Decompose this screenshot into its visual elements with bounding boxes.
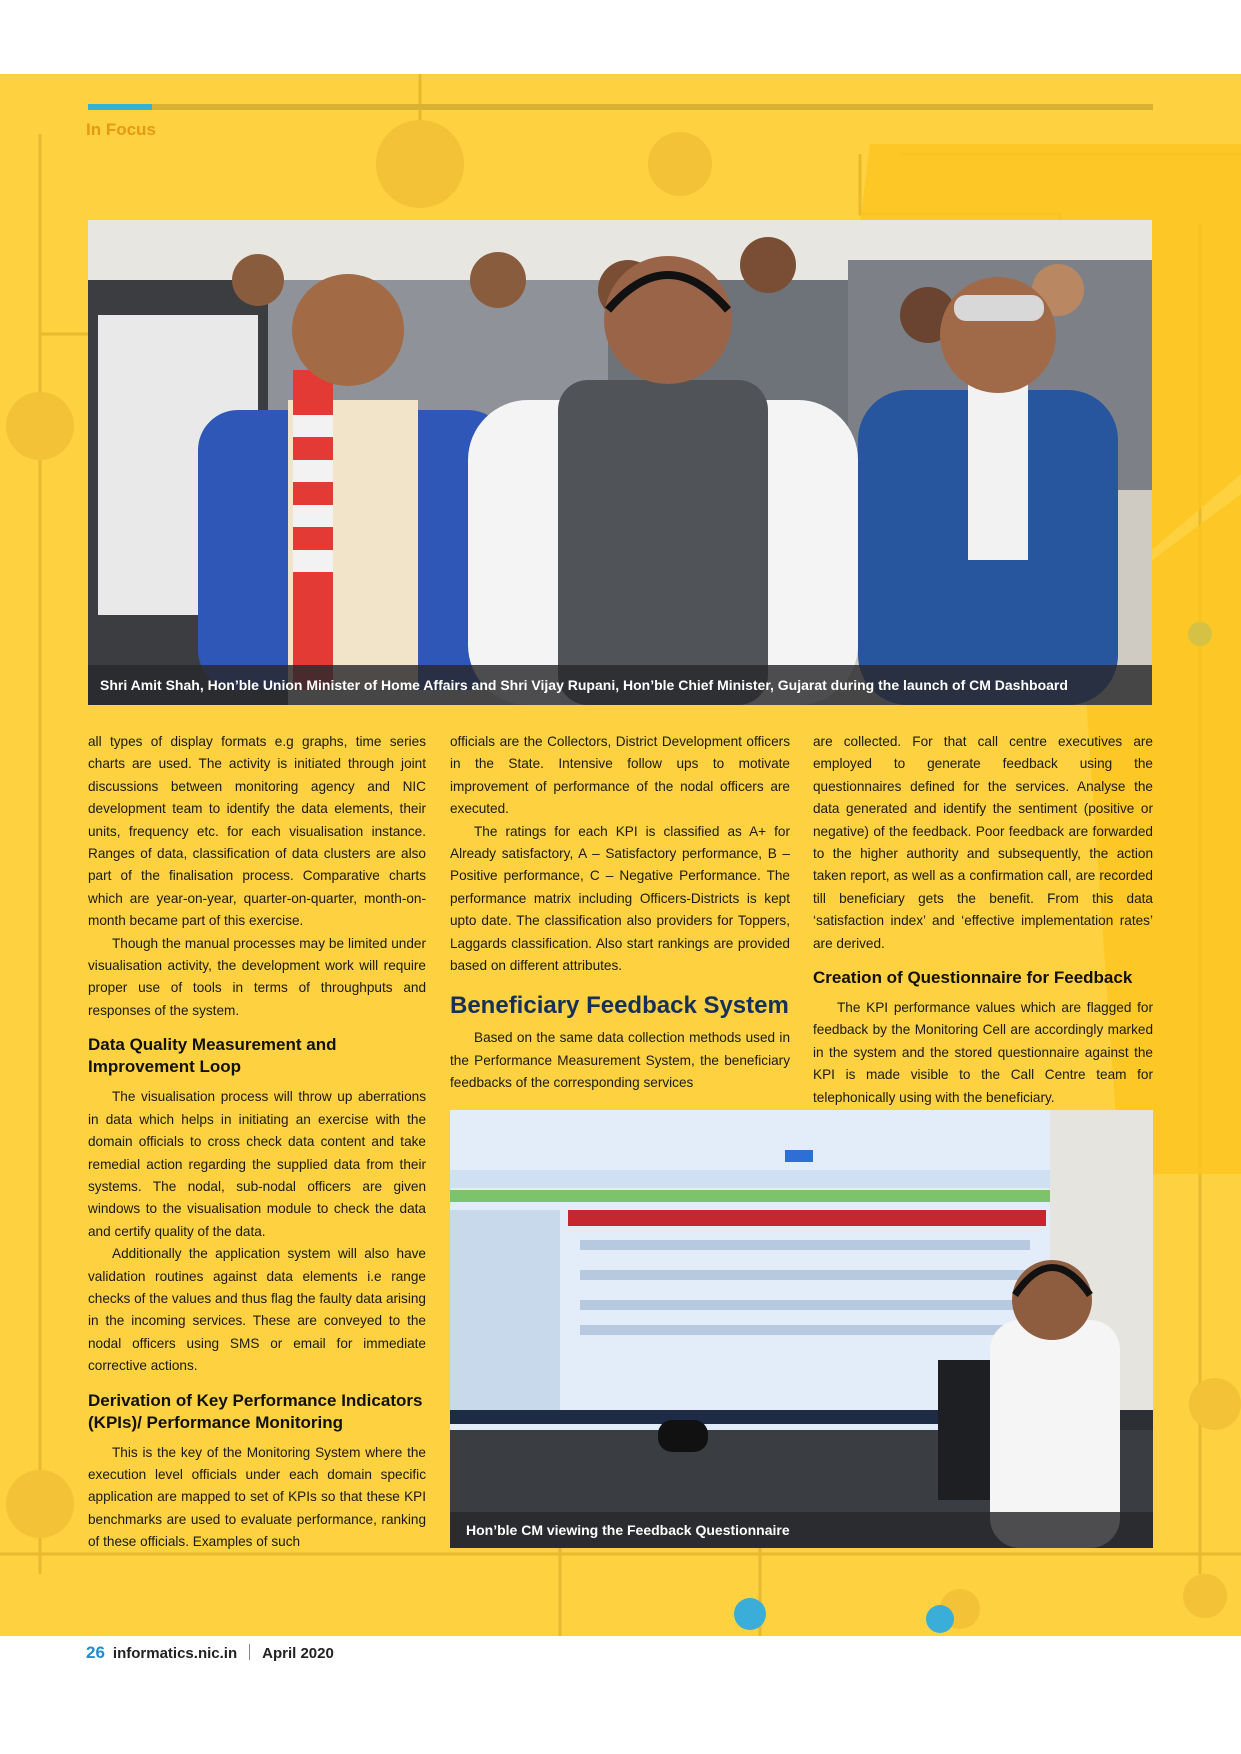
paragraph: Additionally the application system will also have validation routines against data elements i.e range checks of the values and thus flag the faulty data arising in the incoming services. These are conveyed to the nodal officers using SMS or email for immediate corrective actions. bbox=[88, 1246, 426, 1374]
paragraph: This is the key of the Monitoring System where the execution level officials under each domain specific application are mapped to set of KPIs so that these KPI benchmarks are used to evaluate performance, ranking of these officials. Examples of such bbox=[88, 1444, 426, 1550]
paragraph: are collected. For that call centre executives are employed to generate feedback using the questionnaires defined for the services. Analyse the data generated and identify the sentiment (positive or negative) of the feedback. Poor feedback are forwarded to the higher authority and subsequently, the action taken report, as well as a confirmation call, are recorded till beneficiary gets the benefit. From this data ‘satisfaction index’ and ‘effective implementation rates’ are derived. bbox=[813, 734, 1153, 951]
section-rule bbox=[88, 104, 1153, 110]
paragraph: The ratings for each KPI is classified as A+ for Already satisfactory, A – Satisfactory performance, B – Positive performance, C – Negative Performance. The performance matrix including Officers-Districts is kept upto date. The classification also providers for Toppers, Laggards classification. Also start rankings are provided based on different attributes. bbox=[450, 823, 790, 974]
footer-date: April 2020 bbox=[262, 1645, 334, 1662]
section-rule-accent bbox=[88, 104, 152, 110]
footer-site: informatics.nic.in bbox=[112, 1645, 238, 1662]
paragraph: officials are the Collectors, District Development officers in the State. Intensive follow ups to motivate improvement of performance of the nodal officers are executed. bbox=[450, 734, 790, 817]
paragraph: Though the manual processes may be limited under visualisation activity, the development work will require proper use of tools in terms of throughputs and responses of the system. bbox=[88, 935, 426, 1018]
launch-event-photo bbox=[88, 220, 1152, 705]
subheading-questionnaire: Creation of Questionnaire for Feedback bbox=[813, 968, 1133, 988]
launch-event-photo-illustration bbox=[88, 220, 1152, 705]
feedback-questionnaire-photo bbox=[450, 1110, 1153, 1548]
article-column-3 bbox=[813, 731, 1153, 1109]
photo-caption-bottom: Hon’ble CM viewing the Feedback Questionnaire bbox=[450, 1512, 1153, 1548]
page-number: 26 bbox=[86, 1643, 105, 1662]
article-column-1 bbox=[88, 731, 426, 1554]
paragraph: The visualisation process will throw up aberrations in data which helps in initiating an exercise with the domain officials to cross check data content and take remedial action regarding the supplied data from their systems. The nodal, sub-nodal officers are given windows to the visualisation module to check the data and certify quality of the data. bbox=[88, 1089, 426, 1239]
subheading-kpi: Derivation of Key Performance Indicators (KPIs)/ Performance Monitoring bbox=[88, 1390, 423, 1432]
paragraph: all types of display formats e.g graphs, time series charts are used. The activity is initiated through joint discussions between monitoring agency and NIC development team to identify the data elements, their units, frequency etc. for each visualisation instance. Ranges of data, classification of data clusters are also part of the finalisation process. Comparative charts which are year-on-year, quarter-on-quarter, month-on-month became part of this exercise. bbox=[88, 734, 426, 929]
paragraph: Based on the same data collection methods used in the Performance Measurement System, the beneficiary feedbacks of the corresponding services bbox=[450, 1030, 790, 1091]
section-label: In Focus bbox=[86, 120, 156, 139]
page-footer bbox=[86, 1643, 334, 1663]
heading-beneficiary-feedback: Beneficiary Feedback System bbox=[450, 992, 789, 1020]
photo-caption-top: Shri Amit Shah, Hon’ble Union Minister of Home Affairs and Shri Vijay Rupani, Hon’ble Chief Minister, Gujarat during the launch of CM Dashboard bbox=[88, 665, 1152, 705]
feedback-questionnaire-photo-illustration bbox=[450, 1110, 1153, 1548]
footer-divider bbox=[249, 1644, 250, 1660]
paragraph: The KPI performance values which are flagged for feedback by the Monitoring Cell are accordingly marked in the system and the stored questionnaire against the KPI is made visible to the Call Centre team for telephonically using with the beneficiary. bbox=[813, 1000, 1153, 1105]
subheading-data-quality: Data Quality Measurement and Improvement Loop bbox=[88, 1035, 337, 1077]
article-column-2 bbox=[450, 731, 790, 1095]
